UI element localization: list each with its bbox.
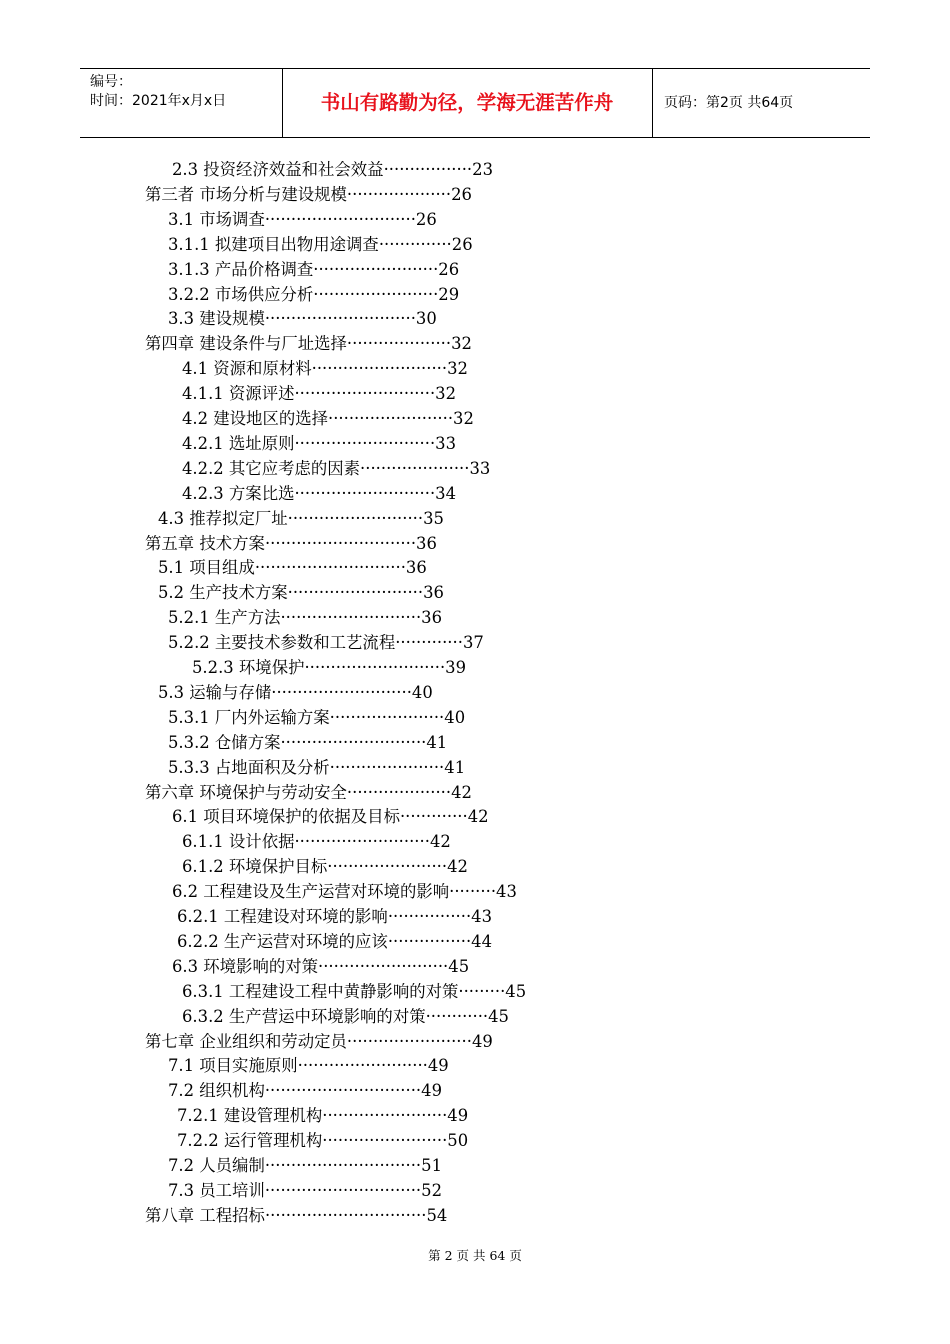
toc-entry: 5.3.2 仓储方案····························41: [168, 732, 448, 752]
toc-entry: 第五章 技术方案·····························36: [145, 533, 437, 553]
toc-entry: 7.2.1 建设管理机构························49: [177, 1106, 469, 1126]
toc-entry: 6.3.2 生产营运中环境影响的对策············45: [182, 1006, 509, 1026]
toc-entry: 5.1 项目组成·····························36: [158, 558, 427, 578]
header-motto: 书山有路勤为径，学海无涯苦作舟: [282, 69, 653, 137]
toc-entry: 6.1.1 设计依据··························42: [182, 832, 451, 852]
toc-entry: 6.3 环境影响的对策·························45: [172, 956, 470, 976]
header-page-info: 页码：第2页 共64页: [664, 95, 794, 111]
toc-entry: 5.3.3 占地面积及分析······················41: [168, 757, 466, 777]
toc-entry: 5.3.1 厂内外运输方案······················40: [168, 707, 466, 727]
toc-entry: 第四章 建设条件与厂址选择····················32: [145, 334, 472, 354]
toc-entry: 第七章 企业组织和劳动定员························49: [145, 1031, 493, 1051]
toc-entry: 7.1 项目实施原则·························49: [168, 1056, 449, 1076]
toc-entry: 7.2 人员编制······························51: [168, 1156, 442, 1175]
toc-entry: 第八章 工程招标·······························54: [145, 1205, 448, 1225]
toc-entry: 6.1.2 环境保护目标·······················42: [182, 857, 468, 877]
toc-entry: 7.2.2 运行管理机构························50: [177, 1131, 469, 1151]
toc-entry: 3.3 建设规模·····························30: [168, 309, 437, 329]
toc-entry: 3.2.2 市场供应分析························29: [168, 284, 460, 304]
toc-entry: 第六章 环境保护与劳动安全····················42: [145, 782, 472, 802]
toc-entry: 4.3 推荐拟定厂址··························35: [158, 508, 444, 528]
document-date: 时间：2021年x月x日: [90, 93, 227, 109]
toc-entry: 4.2.1 选址原则···························33: [182, 433, 457, 453]
header-meta: [80, 69, 283, 137]
toc-entry: 4.2 建设地区的选择························32: [182, 409, 474, 428]
toc-entry: 5.3 运输与存储···························40: [158, 682, 433, 702]
toc-entry: 4.2.3 方案比选···························34: [182, 483, 457, 503]
toc-entry: 7.2 组织机构······························49: [168, 1081, 442, 1101]
toc-entry: 6.1 项目环境保护的依据及目标·············42: [172, 807, 489, 827]
toc-entry: 6.2.2 生产运营对环境的应该················44: [177, 931, 493, 951]
toc-entry: 5.2.3 环境保护···························39: [192, 658, 467, 677]
toc-entry: 3.1 市场调查·····························26: [168, 209, 437, 229]
toc-entry: 3.1.3 产品价格调查························26: [168, 259, 460, 279]
toc-entry: 7.3 员工培训······························52: [168, 1180, 442, 1200]
document-number-label: 编号：: [90, 74, 132, 90]
toc-entry: 5.2.1 生产方法···························36: [168, 608, 443, 628]
page-header: [80, 68, 870, 138]
toc-entry: 6.2 工程建设及生产运营对环境的影响·········43: [172, 882, 517, 902]
page-footer: 第 2 页 共 64 页: [428, 1248, 522, 1263]
toc-entry: 3.1.1 拟建项目出物用途调查··············26: [168, 234, 473, 254]
toc-entry: 6.2.1 工程建设对环境的影响················43: [177, 907, 493, 926]
toc-entry: 5.2.2 主要技术参数和工艺流程·············37: [168, 633, 484, 653]
toc-entry: 5.2 生产技术方案··························36: [158, 583, 444, 603]
toc-entry: 4.2.2 其它应考虑的因素·····················33: [182, 458, 491, 478]
toc-entry: 4.1 资源和原材料··························32: [182, 359, 468, 379]
toc-entry: 4.1.1 资源评述···························32: [182, 384, 457, 404]
toc-entry: 6.3.1 工程建设工程中黄静影响的对策·········45: [182, 981, 527, 1001]
toc-entry: 第三者 市场分析与建设规模····················26: [145, 184, 472, 204]
toc-entry: 2.3 投资经济效益和社会效益·················23: [172, 160, 494, 179]
